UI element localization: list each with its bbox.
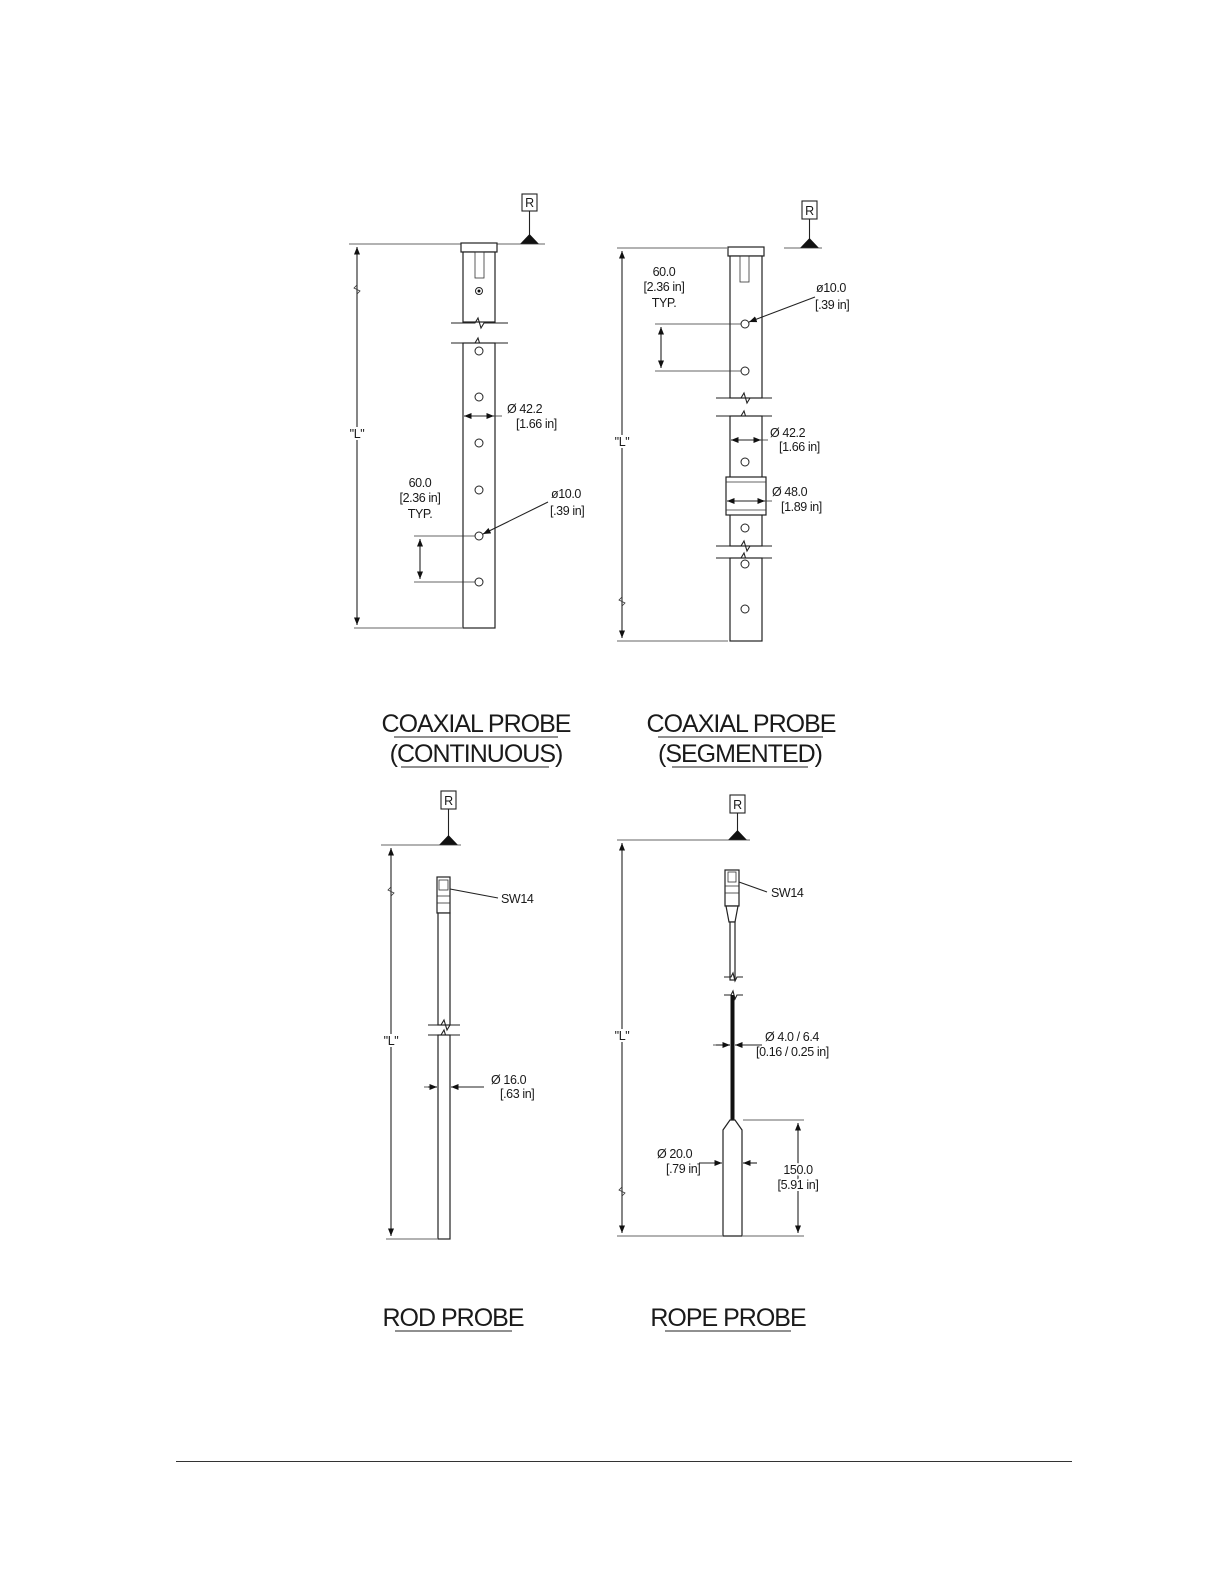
- hole-spacing-in: [2.36 in]: [399, 491, 441, 505]
- weight-diameter-in: [.79 in]: [666, 1162, 701, 1176]
- vent-hole: [741, 367, 749, 375]
- vent-hole: [741, 524, 749, 532]
- vent-hole: [741, 458, 749, 466]
- vent-hole: [741, 605, 749, 613]
- datum-label: R: [444, 794, 453, 808]
- hole-spacing-in: [2.36 in]: [643, 280, 685, 294]
- coaxial-segmented-drawing: [615, 201, 850, 641]
- coaxial-continuous-drawing: [349, 194, 584, 628]
- hole-diameter-in: [.39 in]: [550, 504, 585, 518]
- wrench-size: SW14: [501, 892, 534, 906]
- tube-diameter-in: [1.66 in]: [779, 440, 820, 454]
- rod-probe-title: ROD PROBE: [382, 1304, 524, 1332]
- hole-diameter-mm: ø10.0: [816, 281, 846, 295]
- coupling-diameter-mm: Ø 48.0: [772, 485, 808, 499]
- datum-label: R: [805, 204, 814, 218]
- coaxial-continuous-title-1: COAXIAL PROBE: [381, 710, 571, 738]
- vent-hole: [475, 486, 483, 494]
- weight-length-mm: 150.0: [783, 1163, 813, 1177]
- rod-diameter-in: [.63 in]: [500, 1087, 535, 1101]
- datum-triangle: [520, 234, 539, 244]
- rope-probe-title: ROPE PROBE: [650, 1304, 806, 1332]
- hole-diameter-in: [.39 in]: [815, 298, 850, 312]
- rope-diameter-mm: Ø 4.0 / 6.4: [765, 1030, 819, 1044]
- datum-triangle: [439, 835, 458, 845]
- rope-probe-drawing: [615, 795, 829, 1236]
- length-label: "L": [614, 1029, 630, 1043]
- tube-diameter-mm: Ø 42.2: [770, 426, 806, 440]
- rope-weight: [723, 1120, 742, 1236]
- hole-spacing-mm: 60.0: [408, 476, 432, 490]
- length-label: "L": [383, 1034, 399, 1048]
- segment-coupling: [726, 477, 766, 515]
- vent-hole: [741, 320, 749, 328]
- weight-length-in: [5.91 in]: [777, 1178, 819, 1192]
- vent-hole: [475, 439, 483, 447]
- datum-label: R: [733, 798, 742, 812]
- hole-diameter-mm: ø10.0: [551, 487, 581, 501]
- tube-diameter-mm: Ø 42.2: [507, 402, 543, 416]
- rod-diameter-mm: Ø 16.0: [491, 1073, 527, 1087]
- coaxial-continuous-title-2: (CONTINUOUS): [389, 740, 563, 768]
- rope-diameter-in: [0.16 / 0.25 in]: [756, 1045, 829, 1059]
- length-label: "L": [614, 435, 630, 449]
- weight-diameter-mm: Ø 20.0: [657, 1147, 693, 1161]
- datum-label: R: [525, 196, 534, 210]
- tube-diameter-in: [1.66 in]: [516, 417, 557, 431]
- length-label: "L": [349, 427, 365, 441]
- vent-hole: [475, 347, 483, 355]
- vent-hole: [741, 560, 749, 568]
- coupling-diameter-in: [1.89 in]: [781, 500, 822, 514]
- rod-probe-drawing: [381, 791, 534, 1239]
- vent-hole: [475, 532, 483, 540]
- hole-spacing-note: TYP.: [651, 296, 677, 310]
- hole-spacing-note: TYP.: [407, 507, 433, 521]
- datum-triangle: [800, 238, 819, 248]
- coaxial-segmented-title-2: (SEGMENTED): [658, 740, 822, 768]
- footer-rule: [176, 1461, 1072, 1462]
- vent-hole: [475, 578, 483, 586]
- wrench-size: SW14: [771, 886, 804, 900]
- vent-hole: [475, 393, 483, 401]
- hole-spacing-mm: 60.0: [652, 265, 676, 279]
- datum-triangle: [728, 830, 747, 840]
- coaxial-segmented-title-1: COAXIAL PROBE: [646, 710, 836, 738]
